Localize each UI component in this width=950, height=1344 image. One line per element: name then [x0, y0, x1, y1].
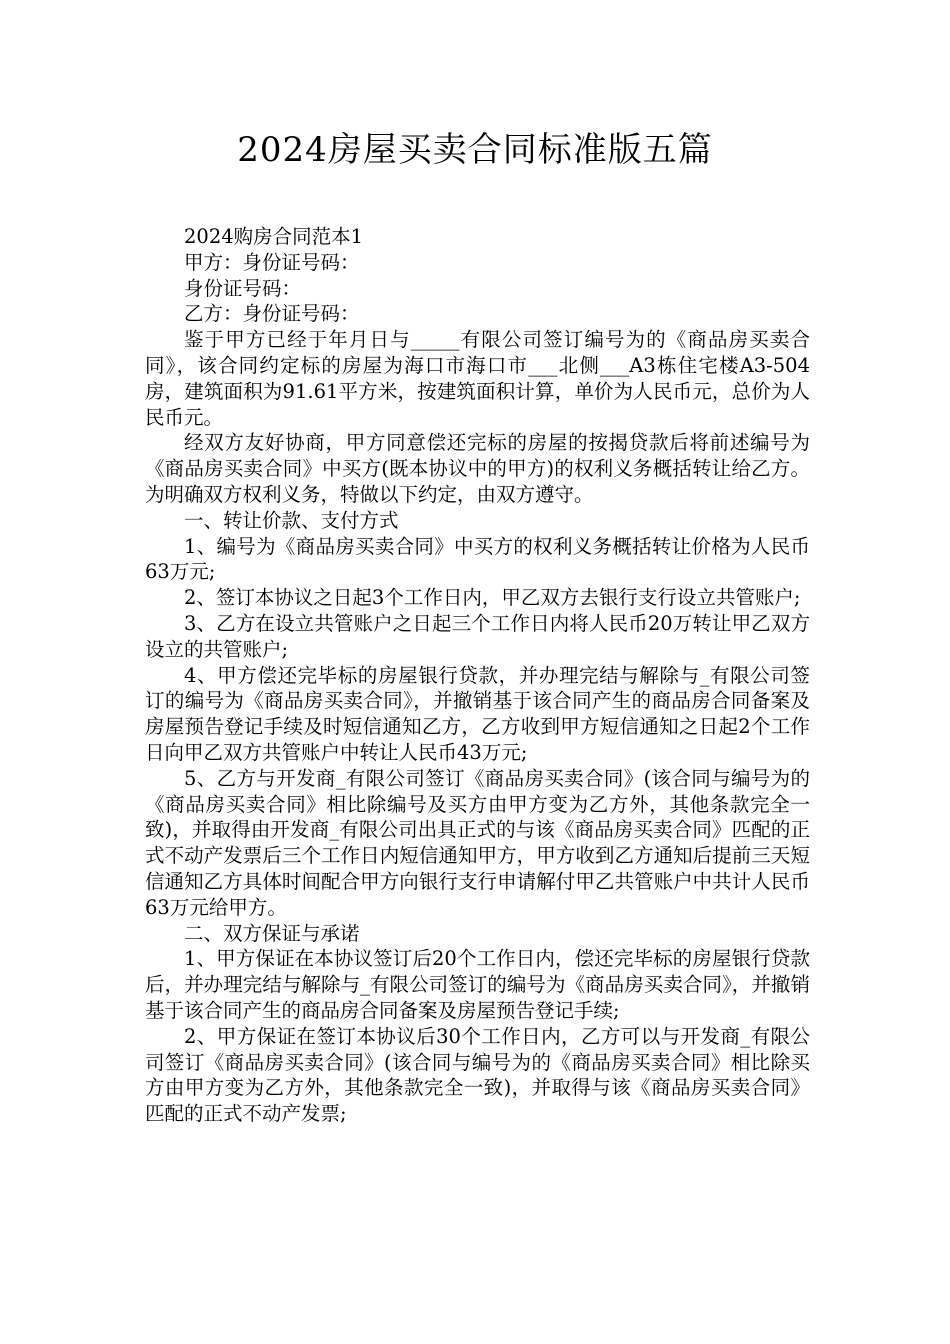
party-b-line: 乙方：身份证号码：	[184, 302, 360, 326]
paragraph-whereas: 鉴于甲方已经于年月日与_____有限公司签订编号为的《商品房买卖合同》，该合同约定标的房屋为海口市海口市___北侧___A3栋住宅楼A3-504房，建筑面积为91.61平方米，按建筑面积计算，单价为人民币元，总价为人民币元。	[145, 328, 810, 429]
paragraph-agreement-intro: 经双方友好协商，甲方同意偿还完标的房屋的按揭贷款后将前述编号为《商品房买卖合同》中买方(既本协议中的甲方)的权利义务概括转让给乙方。为明确双方权利义务，特做以下约定，由双方遵守。	[145, 431, 810, 506]
document-title: 2024房屋买卖合同标准版五篇	[237, 130, 713, 170]
clause-1-4: 4、甲方偿还完毕标的房屋银行贷款，并办理完结与解除与_有限公司签订的编号为《商品房买卖合同》，并撤销基于该合同产生的商品房合同备案及房屋预告登记手续及时短信通知乙方，乙方收到甲方短信通知之日起2个工作日向甲乙双方共管账户中转让人民币43万元;	[145, 663, 810, 764]
subtitle-contract-sample: 2024购房合同范本1	[184, 225, 364, 248]
section-heading-payment: 一、转让价款、支付方式	[184, 508, 399, 532]
clause-2-2: 2、甲方保证在签订本协议后30个工作日内，乙方可以与开发商_有限公司签订《商品房买卖合同》(该合同与编号为的《商品房买卖合同》相比除买方由甲方变为乙方外，其他条款完全一致)，并取得与该《商品房买卖合同》匹配的正式不动产发票;	[145, 1024, 810, 1126]
clause-1-1: 1、编号为《商品房买卖合同》中买方的权利义务概括转让价格为人民币63万元;	[145, 534, 810, 584]
clause-2-1: 1、甲方保证在本协议签订后20个工作日内，偿还完毕标的房屋银行贷款后，并办理完结与解除与_有限公司签订的编号为《商品房买卖合同》，并撤销基于该合同产生的商品房合同备案及房屋预告登记手续;	[145, 947, 810, 1022]
clause-1-3: 3、乙方在设立共管账户之日起三个工作日内将人民币20万转让甲乙双方设立的共管账户;	[145, 611, 810, 661]
clause-1-2: 2、签订本协议之日起3个工作日内，甲乙双方去银行支行设立共管账户;	[184, 586, 801, 610]
clause-1-5: 5、乙方与开发商_有限公司签订《商品房买卖合同》(该合同与编号为的《商品房买卖合同》相比除编号及买方由甲方变为乙方外，其他条款完全一致)，并取得由开发商_有限公司出具正式的与该《商品房买卖合同》匹配的正式不动产发票后三个工作日内短信通知甲方，甲方收到乙方通知后提前三天短信通知乙方具体时间配合甲方向银行支行申请解付甲乙共管账户中共计人民币63万元给甲方。	[145, 766, 810, 919]
id-number-line: 身份证号码：	[184, 276, 302, 300]
document-body	[145, 224, 810, 1127]
party-a-line: 甲方：身份证号码：	[184, 250, 360, 274]
section-heading-guarantees: 二、双方保证与承诺	[184, 921, 360, 945]
